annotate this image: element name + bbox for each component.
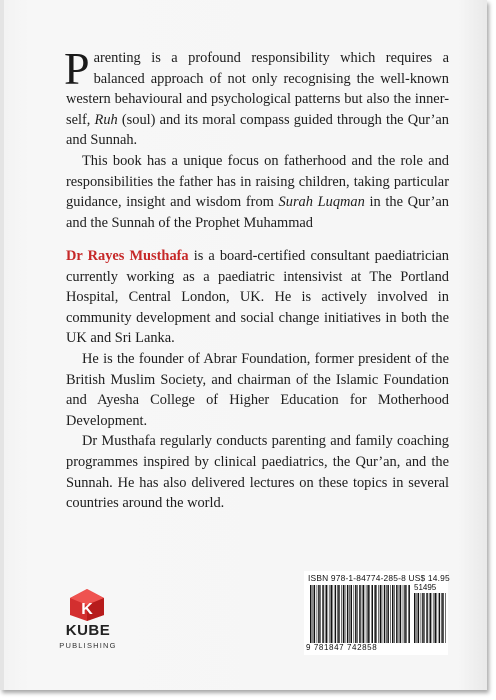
barcode-bar	[359, 585, 361, 643]
barcode-bar	[380, 585, 382, 643]
barcode-bar	[317, 585, 318, 643]
bio-paragraph-1: Dr Rayes Musthafa is a board-certified consultant paediatrician currently working as a paediatric intensivist at The Portland Hospital, Central London, UK. He is actively involved in community development and social change initiatives in both the UK and Sri Lanka.	[66, 248, 449, 347]
kube-logo-icon	[68, 588, 106, 622]
bio-paragraph-3: Dr Musthafa regularly conducts parenting and family coaching programmes inspired by clinical paediatrics, the Qur’an, and the Sunnah. He has also delivered lectures on these topics in several countries around the world.	[66, 433, 449, 512]
barcode-bar	[372, 585, 374, 643]
barcode-bar	[355, 585, 357, 643]
barcode-bar	[430, 593, 432, 643]
barcode-bar	[403, 585, 404, 643]
barcode-bar	[357, 585, 358, 643]
logo-letter: K	[81, 601, 93, 618]
barcode-bar	[406, 585, 407, 643]
barcode-bar	[437, 593, 438, 643]
barcode-bar	[433, 593, 434, 643]
blurb-paragraph-1: Parenting is a profound responsibility which requires a balanced approach of not only recognising the well-known western behavioural and psychological patterns but also the inner-self, Ruh (soul) and its moral compass guided through the Qur’an and Sunnah.	[64, 43, 449, 149]
author-name: Dr Rayes Musthafa	[66, 248, 189, 264]
bio-paragraph-2: He is the founder of Abrar Foundation, former president of the British Muslim Society, and chairman of the Islamic Foundation and Ayesha College of Higher Education for Motherhood Development.	[66, 350, 449, 429]
barcode-bar	[341, 585, 342, 643]
book-blurb	[64, 43, 449, 233]
barcode-bar	[378, 585, 379, 643]
barcode-bar	[326, 585, 328, 643]
barcode-bar	[445, 593, 446, 643]
barcode-bar	[347, 585, 349, 643]
ean-barcode	[310, 585, 410, 643]
barcode-bar	[390, 585, 391, 643]
barcode-bar	[318, 585, 320, 643]
barcode-bar	[354, 585, 355, 643]
barcode-bar	[429, 593, 430, 643]
barcode-bar	[325, 585, 326, 643]
barcode-bar	[351, 585, 353, 643]
author-bio	[66, 246, 449, 514]
barcode-bar	[322, 585, 324, 643]
barcode-bar	[374, 585, 375, 643]
barcode-bar	[366, 585, 367, 643]
barcode-label	[304, 571, 448, 655]
barcode-bar	[362, 585, 363, 643]
barcode-bar	[404, 585, 406, 643]
barcode-bar	[338, 585, 340, 643]
barcode-bar	[386, 585, 387, 643]
spine-edge	[0, 0, 4, 690]
barcode-bar	[417, 593, 418, 643]
blurb-paragraph-2: This book has a unique focus on fatherhood and the role and responsibilities the father has in raising children, taking particular guidance, insight and wisdom from Surah Luqman in the Qur’an and the Sunnah of the Prophet Muhammad	[66, 152, 449, 231]
barcode-bar	[399, 585, 400, 643]
barcode-bar	[421, 593, 422, 643]
barcode-bar	[424, 593, 425, 643]
barcode-bar	[396, 585, 398, 643]
publisher-tagline: PUBLISHING	[59, 641, 117, 650]
barcode-bar	[392, 585, 394, 643]
ruh-term: Ruh	[94, 111, 118, 128]
barcode-bar	[375, 585, 377, 643]
barcode-bar	[337, 585, 338, 643]
publisher-logo	[52, 588, 128, 668]
barcode-bar	[414, 593, 416, 643]
publisher-name: KUBE	[65, 622, 111, 639]
barcode-bar	[331, 585, 333, 643]
drop-cap: P	[64, 43, 90, 94]
barcode-bar	[394, 585, 395, 643]
barcode-bar	[349, 585, 350, 643]
price-addon-code: 51495	[414, 583, 437, 592]
barcode-bar	[387, 585, 389, 643]
barcode-bar	[426, 593, 428, 643]
barcode-bar	[310, 585, 312, 643]
barcode-bar	[333, 585, 334, 643]
barcode-bar	[400, 585, 402, 643]
barcode-bar	[363, 585, 365, 643]
barcode-bar	[335, 585, 337, 643]
barcode-bar	[422, 593, 424, 643]
barcode-bar	[441, 593, 442, 643]
barcode-bar	[313, 585, 314, 643]
addon-barcode	[414, 593, 446, 643]
barcode-bar	[439, 593, 441, 643]
barcode-bar	[382, 585, 383, 643]
barcode-bar	[367, 585, 369, 643]
barcode-bar	[442, 593, 444, 643]
barcode-bar	[343, 585, 345, 643]
barcode-bar	[435, 593, 437, 643]
barcode-bar	[408, 585, 410, 643]
barcode-bar	[418, 593, 420, 643]
surah-luqman-term: Surah Luqman	[278, 194, 365, 211]
barcode-bar	[329, 585, 330, 643]
barcode-bar	[314, 585, 316, 643]
isbn-price: ISBN 978-1-84774-285-8 US$ 14.95	[308, 573, 450, 583]
barcode-digits: 9 781847 742858	[306, 643, 378, 652]
barcode-bar	[320, 585, 321, 643]
barcode-bar	[345, 585, 346, 643]
barcode-bar	[369, 585, 370, 643]
barcode-bar	[384, 585, 386, 643]
